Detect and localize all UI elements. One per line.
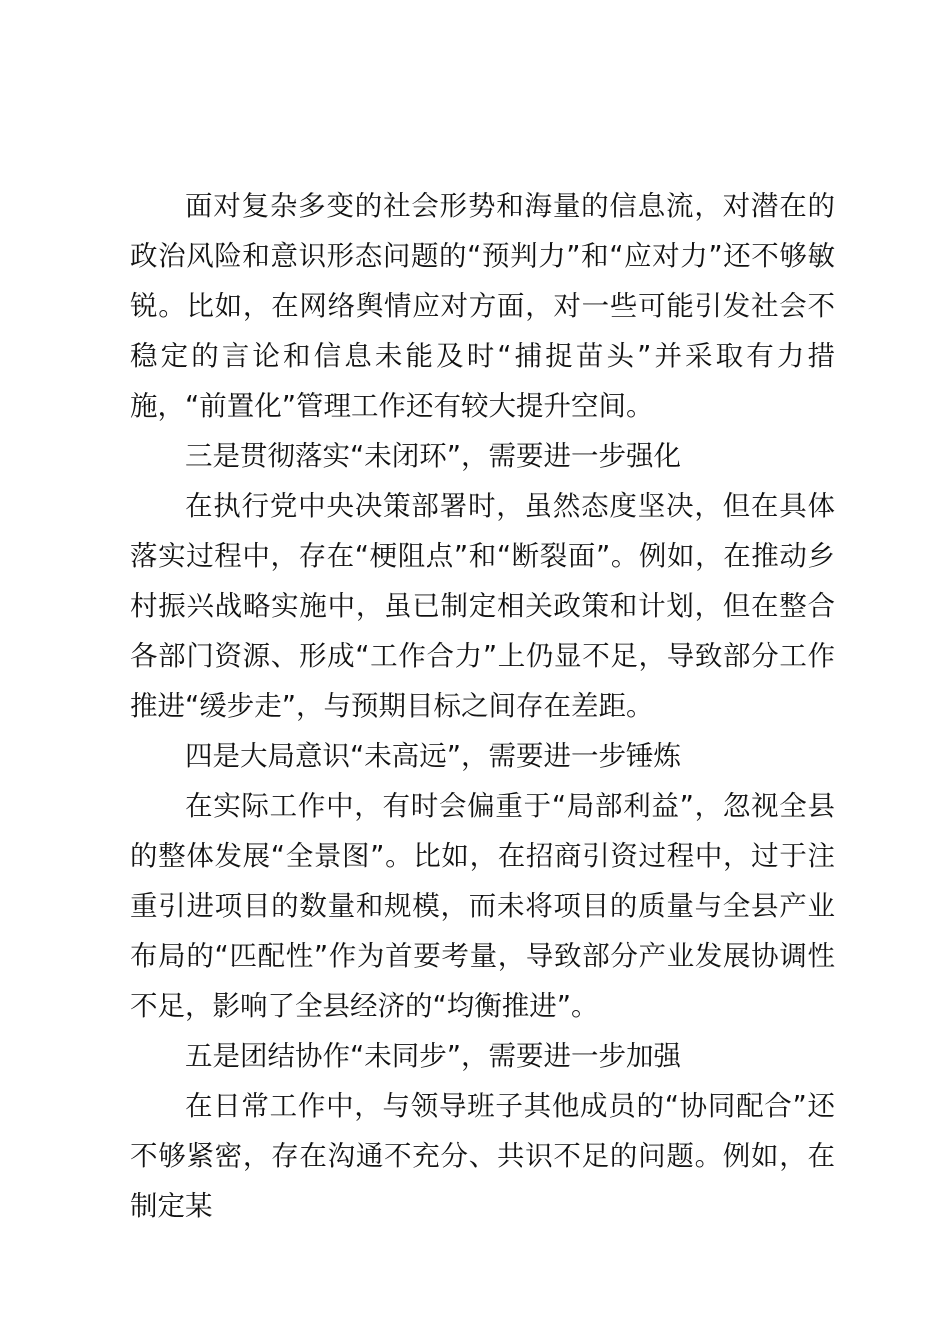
paragraph-political-risk: 面对复杂多变的社会形势和海量的信息流，对潜在的政治风险和意识形态问题的“预判力”和“应对力”还不够敏锐。比如，在网络舆情应对方面，对一些可能引发社会不稳定的言论和信息未能及时“捕捉苗头”并采取有力措施，“前置化”管理工作还有较大提升空间。	[130, 190, 835, 422]
section-heading-overall-awareness: 四是大局意识“未高远”，需要进一步锤炼	[185, 740, 681, 772]
paragraph-overall-awareness: 在实际工作中，有时会偏重于“局部利益”，忽视全县的整体发展“全景图”。比如，在招商引资过程中，过于注重引进项目的数量和规模，而未将项目的质量与全县产业布局的“匹配性”作为首要考量，导致部分产业发展协调性不足，影响了全县经济的“均衡推进”。	[130, 790, 835, 1022]
paragraph-implementation: 在执行党中央决策部署时，虽然态度坚决，但在具体落实过程中，存在“梗阻点”和“断裂面”。例如，在推动乡村振兴战略实施中，虽已制定相关政策和计划，但在整合各部门资源、形成“工作合力”上仍显不足，导致部分工作推进“缓步走”，与预期目标之间存在差距。	[130, 490, 835, 722]
section-heading-implementation: 三是贯彻落实“未闭环”，需要进一步强化	[185, 440, 681, 472]
section-heading-unity-cooperation: 五是团结协作“未同步”，需要进一步加强	[185, 1040, 681, 1072]
document-body	[130, 181, 835, 1231]
paragraph-unity-cooperation: 在日常工作中，与领导班子其他成员的“协同配合”还不够紧密，存在沟通不充分、共识不足的问题。例如，在制定某	[130, 1090, 835, 1222]
